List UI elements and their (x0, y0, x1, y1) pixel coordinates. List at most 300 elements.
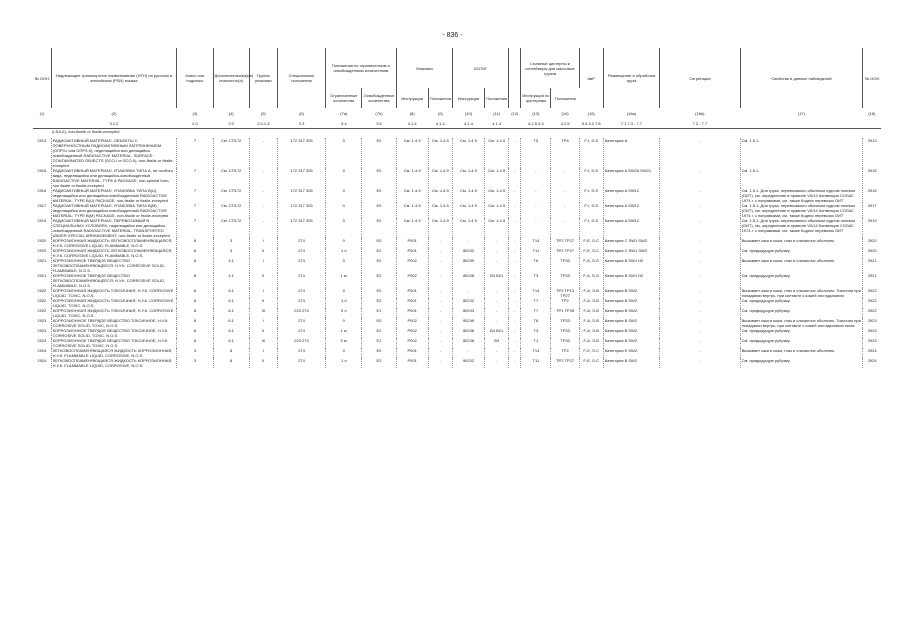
column-number: (5) (260, 110, 266, 116)
shipping-name: ЛЕГКОВОСПЛАМЕНЯЮЩАЯСЯ ЖИДКОСТЬ КОРРОЗИОННАЯ, Н.У.К. FLAMMABLE LIQUID, CORROSIVE, N.O.S. (51, 348, 177, 358)
packing-instr-cell: P002 (396, 328, 428, 338)
ems-cell: F-I, S-S (579, 188, 603, 203)
excepted-qty-cell: E0 (362, 168, 396, 188)
packing-instr-cell: См. 1.4.9 (396, 188, 428, 203)
subsidiary-cell: 6.1 (213, 328, 249, 338)
tank-prov-cell: TP33 (551, 338, 579, 348)
table-row (33, 338, 881, 348)
un-number: 2916 (33, 188, 51, 203)
class-cell: 8 (177, 338, 213, 348)
header-properties: Свойства и данные наблюдений (740, 48, 863, 108)
packing-group-cell: III (249, 338, 277, 348)
subsidiary-cell: 3 (213, 248, 249, 258)
column-number: (9) (437, 110, 443, 116)
subsidiary-cell: 8 (213, 358, 249, 368)
column-number: (4) (228, 110, 234, 116)
packing-instr-cell: P002 (396, 273, 428, 288)
subsidiary-cell: См. СП172 (213, 138, 249, 168)
excepted-qty-cell: E2 (362, 273, 396, 288)
table-row (33, 318, 881, 328)
reference-cell: 3.5 (362, 118, 396, 129)
packing-instr-cell: P001 (396, 348, 428, 358)
stowage-cell: Категория B SW2 (603, 288, 659, 298)
subsidiary-cell: См. СП172 (213, 188, 249, 203)
col12-cell: - (509, 203, 521, 218)
un-number: 2924 (33, 348, 51, 358)
packing-prov-cell: - (428, 248, 452, 258)
segregation-cell: - (660, 248, 740, 258)
tank-instr-cell: - (521, 218, 551, 238)
col12-cell: - (509, 298, 521, 308)
special-provisions-cell: 274 (277, 298, 325, 308)
packing-instr-cell: P001 (396, 308, 428, 318)
segregation-cell: - (660, 218, 740, 238)
un-number-end: 2922 (867, 298, 877, 303)
packing-prov-cell: См. 1.4.9 (428, 203, 452, 218)
un-number: 2922 (33, 298, 51, 308)
ems-cell: F-A, S-G (579, 258, 603, 273)
properties-cell: Вызывает ожоги кожи, глаз и слизистых оболочек. (740, 348, 863, 358)
packing-instr-cell: P001 (396, 248, 428, 258)
un-number: 2924 (33, 358, 51, 368)
col12-cell: - (509, 273, 521, 288)
ibc-prov-cell: - (485, 348, 509, 358)
ibc-instr-cell: См. 1.4.9 (452, 168, 484, 188)
reference-cell: 3.4 (326, 118, 362, 129)
limited-qty-cell: 0 (326, 258, 362, 273)
limited-qty-cell: 0 (326, 318, 362, 328)
header-limited-group: Положения по ограниченным и освобожденным количествам (326, 48, 396, 88)
un-number-end: 2916 (867, 188, 877, 193)
special-provisions-cell: 274 (277, 348, 325, 358)
column-number: (18) (868, 110, 876, 116)
special-provisions-cell: 274 (277, 273, 325, 288)
tank-prov-cell: - (551, 168, 579, 188)
table-row (33, 298, 881, 308)
header-subsidiary: Дополнительная(ые) опасность(и) (213, 48, 249, 108)
un-number-end: 2923 (867, 328, 877, 333)
un-number-end: 2922 (867, 288, 877, 293)
reference-cell: 5.4.3.2 7.8 (579, 118, 603, 129)
shipping-name: КОРРОЗИОННАЯ ЖИДКОСТЬ ТОКСИЧНАЯ, Н.У.К. CORROSIVE LIQUID, TOXIC, N.O.S. (51, 298, 177, 308)
column-number: (14) (561, 110, 569, 116)
shipping-name: КОРРОЗИОННОЕ ТВЕРДОЕ ВЕЩЕСТВО ТОКСИЧНОЕ, Н.У.К. CORROSIVE SOLID, TOXIC, N.O.S. (51, 318, 177, 328)
limited-qty-cell: 0 (326, 288, 362, 298)
ibc-instr-cell: - (452, 238, 484, 248)
subsidiary-cell: См. СП172 (213, 168, 249, 188)
class-cell: 8 (177, 248, 213, 258)
header-ibc-instr: Инструкции (452, 88, 484, 108)
special-provisions-cell: 172 317 325 (277, 168, 325, 188)
special-provisions-cell: 274 (277, 358, 325, 368)
limited-qty-cell: 1 л (326, 248, 362, 258)
reference-cell: 4.1.4 (428, 118, 452, 129)
segregation-cell: - (660, 328, 740, 338)
ems-cell: F-I, S-S (579, 203, 603, 218)
class-cell: 8 (177, 238, 213, 248)
segregation-cell: - (660, 238, 740, 248)
limited-qty-cell: 1 л (326, 358, 362, 368)
col12-cell: - (509, 308, 521, 318)
table-row (33, 238, 881, 248)
packing-group-cell: II (249, 358, 277, 368)
reference-cell: 4.1.4 (485, 118, 509, 129)
un-number: 2919 (33, 218, 51, 238)
excepted-qty-cell: E1 (362, 338, 396, 348)
table-row (33, 348, 881, 358)
class-cell: 7 (177, 168, 213, 188)
reference-cell: 2.0 (213, 118, 249, 129)
col12-cell: - (509, 238, 521, 248)
header-class: Класс или подкласс (177, 48, 213, 108)
reference-cell: 7.1 7.3 - 7.7 (603, 118, 659, 129)
ibc-prov-cell: B4 B21 (485, 328, 509, 338)
special-provisions-cell: 274 (277, 258, 325, 273)
header-name: Надлежащее транспортное наименование (НТН) на русском и английском (PSN) языках (51, 48, 177, 108)
ibc-prov-cell: См. 1.4.9 (485, 218, 509, 238)
stowage-cell: Категория B SW2 (603, 358, 659, 368)
table-row (33, 273, 881, 288)
header-stowage: Размещение и обработка груза (603, 48, 659, 108)
packing-prov-cell: - (428, 288, 452, 298)
shipping-name: РАДИОАКТИВНЫЙ МАТЕРИАЛ, УПАКОВКА ТИПА A, не особого вида, неделящийся или делящийся-освобожденный RADIOACTIVE MATERIAL, TYPE A PACKAGE, non-special form, non fissile or fissile-excepted (51, 168, 177, 188)
limited-qty-cell: 0 (326, 168, 362, 188)
class-cell: 3 (177, 358, 213, 368)
col12-cell: - (509, 138, 521, 168)
class-cell: 7 (177, 203, 213, 218)
tank-prov-cell: - (551, 203, 579, 218)
ibc-prov-cell: - (485, 258, 509, 273)
segregation-cell: - (660, 258, 740, 273)
ems-cell: F-I, S-S (579, 138, 603, 168)
subsidiary-cell: 6.1 (213, 338, 249, 348)
stowage-cell: Категория B SW2 (603, 318, 659, 328)
un-number: 2920 (33, 248, 51, 258)
reference-cell (509, 118, 521, 129)
ems-cell: F-E, S-C (579, 238, 603, 248)
ems-cell: F-E, S-C (579, 248, 603, 258)
un-number: 2915 (33, 168, 51, 188)
class-cell: 3 (177, 348, 213, 358)
shipping-name: РАДИОАКТИВНЫЙ МАТЕРИАЛ, УПАКОВКА ТИПА B(M), неделящийся или делящийся-освобожденный RADIOACTIVE MATERIAL, TYPE B(M) PACKAGE, non-fissile or fissile-excepted (51, 203, 177, 218)
col12-cell: - (509, 338, 521, 348)
header-packing-prov: Положения (428, 88, 452, 108)
col12-cell: - (509, 348, 521, 358)
header-packing: Упаковка (396, 48, 452, 88)
stowage-cell: Категория A SW12 (603, 188, 659, 203)
properties-cell: См. предыдущую рубрику. (740, 358, 863, 368)
tank-prov-cell: TP2 (551, 298, 579, 308)
ibc-instr-cell: - (452, 348, 484, 358)
properties-cell: Вызывает ожоги кожи, глаз и слизистых оболочек. Токсично при попадании внутрь, при контакте с кожей или вдыхании пыли. (741, 318, 861, 328)
header-special-provisions: Специальные положения (277, 48, 325, 108)
tank-instr-cell: T11 (521, 248, 551, 258)
packing-group-cell: II (249, 328, 277, 338)
segregation-cell: - (660, 168, 740, 188)
stowage-cell: Категория A SW12 (603, 218, 659, 238)
properties-cell: См. 1.5.1. (740, 168, 863, 188)
packing-prov-cell: - (428, 258, 452, 273)
ibc-instr-cell: См. 1.4.9 (452, 203, 484, 218)
segregation-cell: - (660, 188, 740, 203)
column-number: (12) (511, 110, 519, 116)
stowage-cell: Категория C SW1 SW2 (603, 238, 659, 248)
ibc-instr-cell: IBC02 (452, 298, 484, 308)
shipping-name: КОРРОЗИОННОЕ ТВЕРДОЕ ВЕЩЕСТВО ЛЕГКОВОСПЛАМЕНЯЮЩЕЕСЯ, Н.У.К. CORROSIVE SOLID, FLAMMABLE, N.O.S. (51, 258, 177, 273)
packing-instr-cell: См. 1.4.9 (396, 138, 428, 168)
column-number: (17) (797, 110, 805, 116)
un-number-end: 2921 (867, 273, 877, 278)
continuation-text: (LSA-II), non-fissile or fissile-excepted (52, 129, 120, 134)
tank-prov-cell: TP2 TP27 (551, 248, 579, 258)
packing-group-cell: - (249, 188, 277, 203)
excepted-qty-cell: E2 (362, 298, 396, 308)
ems-cell: F-A, S-B (579, 328, 603, 338)
limited-qty-cell: 0 (326, 348, 362, 358)
ems-cell: F-I, S-S (579, 168, 603, 188)
column-number: (3) (192, 110, 198, 116)
packing-group-cell: I (249, 288, 277, 298)
table-row (33, 203, 881, 218)
special-provisions-cell: 274 (277, 328, 325, 338)
ibc-prov-cell: - (485, 298, 509, 308)
reference-row (33, 118, 881, 129)
reference-cell: 4.1.4 (452, 118, 484, 129)
class-cell: 8 (177, 308, 213, 318)
dangerous-goods-table (33, 48, 881, 368)
header-ibc-prov: Положения (485, 88, 509, 108)
un-number: 2921 (33, 258, 51, 273)
excepted-qty-cell: E0 (362, 138, 396, 168)
ibc-instr-cell: См. 1.4.9 (452, 138, 484, 168)
packing-prov-cell: - (428, 348, 452, 358)
packing-prov-cell: - (428, 298, 452, 308)
packing-group-cell: I (249, 348, 277, 358)
table-row (33, 358, 881, 368)
stowage-cell: Категория B SW1 H2 (603, 273, 659, 288)
properties-cell: См. предыдущую рубрику. (740, 328, 863, 338)
tank-instr-cell: - (521, 188, 551, 203)
header-row (33, 48, 881, 88)
segregation-cell: - (660, 298, 740, 308)
tank-prov-cell: TP1 TP28 (551, 308, 579, 318)
un-number-end: 2923 (867, 318, 877, 323)
class-cell: 7 (177, 218, 213, 238)
excepted-qty-cell: E2 (362, 328, 396, 338)
subsidiary-cell: 8 (213, 348, 249, 358)
tank-instr-cell: - (521, 203, 551, 218)
col12-cell: - (509, 288, 521, 298)
ems-cell: F-A, S-B (579, 288, 603, 298)
class-cell: 7 (177, 188, 213, 203)
class-cell: 8 (177, 318, 213, 328)
tank-prov-cell: TP2 TP27 (551, 238, 579, 248)
table-row (33, 258, 881, 273)
col12-cell: - (509, 328, 521, 338)
packing-instr-cell: P001 (396, 358, 428, 368)
header-packing-group: Группа упаковки (249, 48, 277, 108)
subsidiary-cell: 6.1 (213, 318, 249, 328)
tank-instr-cell: T11 (521, 358, 551, 368)
tank-prov-cell: TP33 (551, 318, 579, 328)
tank-prov-cell: TP2 TP13 TP27 (551, 288, 579, 298)
shipping-name: КОРРОЗИОННОЕ ТВЕРДОЕ ВЕЩЕСТВО ЛЕГКОВОСПЛАМЕНЯЮЩЕЕСЯ, Н.У.К. CORROSIVE SOLID, FLAMMABLE, N.O.S. (51, 273, 177, 288)
subsidiary-cell: См. СП172 (213, 203, 249, 218)
packing-group-cell: II (249, 298, 277, 308)
segregation-cell: - (660, 288, 740, 298)
properties-cell: См. 1.5.1. Для груза, перевозимого обычным судном полным (ОИТ), см. определение в правиле VII/14 Конвенции СОЛАС 1974 г. с поправками, см. также Кодекс перевозок ОИТ (740, 203, 863, 218)
un-number-end: 2920 (867, 238, 877, 243)
ibc-prov-cell: - (485, 318, 509, 328)
reference-cell: 4.2.5 (551, 118, 579, 129)
packing-instr-cell: См. 1.4.9 (396, 168, 428, 188)
packing-group-cell: III (249, 308, 277, 318)
tank-instr-cell: T5 (521, 138, 551, 168)
ibc-instr-cell: IBC08 (452, 273, 484, 288)
tank-instr-cell: T7 (521, 308, 551, 318)
un-number-end: 2923 (867, 338, 877, 343)
packing-group-cell: II (249, 248, 277, 258)
subsidiary-cell: См. СП172 (213, 218, 249, 238)
column-number: (7b) (375, 110, 383, 116)
ibc-instr-cell: См. 1.4.9 (452, 218, 484, 238)
limited-qty-cell: 1 л (326, 298, 362, 308)
header-ibc: КСГМГ (452, 48, 508, 88)
header-segregation: Сегрегация (660, 48, 740, 108)
packing-group-cell: - (249, 168, 277, 188)
table-row (33, 138, 881, 168)
class-cell: 8 (177, 298, 213, 308)
excepted-qty-cell: E0 (362, 258, 396, 273)
shipping-name: КОРРОЗИОННАЯ ЖИДКОСТЬ ЛЕГКОВОСПЛАМЕНЯЮЩАЯСЯ, Н.У.К. CORROSIVE LIQUID, FLAMMABLE, N.O.S. (51, 238, 177, 248)
table-row (33, 188, 881, 203)
column-number: (16b) (695, 110, 705, 116)
tank-prov-cell: - (551, 218, 579, 238)
subsidiary-cell: 6.1 (213, 298, 249, 308)
special-provisions-cell: 274 (277, 248, 325, 258)
limited-qty-cell: 0 (326, 188, 362, 203)
excepted-qty-cell: E0 (362, 238, 396, 248)
segregation-cell: - (660, 348, 740, 358)
tank-instr-cell: T3 (521, 273, 551, 288)
packing-instr-cell: P002 (396, 318, 428, 328)
packing-instr-cell: P002 (396, 338, 428, 348)
ems-cell: F-A, S-B (579, 298, 603, 308)
ibc-instr-cell: См. 1.4.9 (452, 188, 484, 203)
header-ems: АвР (579, 48, 603, 108)
packing-prov-cell: См. 1.4.9 (428, 168, 452, 188)
segregation-cell: - (660, 203, 740, 218)
properties-cell: Вызывает ожоги кожи, глаз и слизистых оболочек. (740, 238, 863, 248)
ems-cell: F-A, S-B (579, 338, 603, 348)
ibc-prov-cell: - (485, 308, 509, 318)
packing-group-cell: I (249, 238, 277, 248)
ibc-instr-cell: IBC99 (452, 318, 484, 328)
shipping-name: КОРРОЗИОННАЯ ЖИДКОСТЬ ТОКСИЧНАЯ, Н.У.К. CORROSIVE LIQUID, TOXIC, N.O.S. (51, 288, 177, 298)
packing-prov-cell: См. 1.4.9 (428, 188, 452, 203)
tank-instr-cell: T14 (521, 238, 551, 248)
reference-cell (740, 118, 863, 129)
special-provisions-cell: 223 274 (277, 338, 325, 348)
column-number-row (33, 108, 881, 118)
col12-cell: - (509, 318, 521, 328)
properties-cell: См. предыдущую рубрику. (740, 248, 863, 258)
special-provisions-cell: 172 317 325 (277, 188, 325, 203)
reference-cell: 2.0.1.3 (249, 118, 277, 129)
packing-prov-cell: - (428, 338, 452, 348)
properties-cell: См. предыдущую рубрику. (740, 338, 863, 348)
header-excepted: Освобожденные количества (362, 88, 396, 108)
col12-cell: - (509, 188, 521, 203)
column-number: (11) (493, 110, 501, 116)
limited-qty-cell: 0 (326, 218, 362, 238)
reference-cell: 3.1.2 (51, 118, 177, 129)
class-cell: 8 (177, 273, 213, 288)
un-number: 2913 (33, 138, 51, 168)
packing-instr-cell: P002 (396, 258, 428, 273)
ibc-instr-cell: IBC03 (452, 308, 484, 318)
ibc-prov-cell: - (485, 358, 509, 368)
shipping-name: РАДИОАКТИВНЫЙ МАТЕРИАЛ, ПЕРЕВОЗИМЫЙ В СПЕЦИАЛЬНЫХ УСЛОВИЯХ, неделящийся или делящийся-освобожденный RADIOACTIVE MATERIAL, TRANSPORTED UNDER SPECIAL ARRANGEMENT, non-fissile or fissile-excepted (51, 218, 177, 238)
packing-instr-cell: P001 (396, 288, 428, 298)
excepted-qty-cell: E0 (362, 203, 396, 218)
col12-cell: - (509, 358, 521, 368)
shipping-name: РАДИОАКТИВНЫЙ МАТЕРИАЛ, УПАКОВКА ТИПА B(U), неделящийся или делящийся-освобожденный RADIOACTIVE MATERIAL, TYPE B(U) PACKAGE, non-fissile or fissile-excepted (51, 188, 177, 203)
properties-cell: См. 1.5.1. Для груза, перевозимого обычным судном полным (ОИТ), см. определение в правиле VII/14 Конвенции СОЛАС 1974 г. с поправками, см. также Кодекс перевозок ОИТ (740, 218, 863, 238)
un-number: 2921 (33, 273, 51, 288)
special-provisions-cell: 172 317 325 (277, 138, 325, 168)
packing-group-cell: I (249, 318, 277, 328)
shipping-name: КОРРОЗИОННАЯ ЖИДКОСТЬ ТОКСИЧНАЯ, Н.У.К. CORROSIVE LIQUID, TOXIC, N.O.S. (51, 308, 177, 318)
header-limited: Ограниченные количества (326, 88, 362, 108)
packing-prov-cell: - (428, 238, 452, 248)
column-number: (15) (587, 110, 595, 116)
packing-group-cell: - (249, 203, 277, 218)
tank-instr-cell: T7 (521, 298, 551, 308)
ems-cell: F-A, S-B (579, 308, 603, 318)
subsidiary-cell: 6.1 (213, 288, 249, 298)
excepted-qty-cell: E2 (362, 358, 396, 368)
segregation-cell: - (660, 358, 740, 368)
packing-instr-cell: P001 (396, 238, 428, 248)
page-number: - 836 - (442, 32, 463, 39)
ibc-prov-cell: B3 (485, 338, 509, 348)
properties-cell: См. 1.5.1. Для груза, перевозимого обычным судном полным (ОИТ), см. определение в правиле VII/14 Конвенции СОЛАС 1974 г. с поправками, см. также Кодекс перевозок ОИТ (740, 188, 863, 203)
column-number: (1) (39, 110, 45, 116)
packing-group-cell: - (249, 138, 277, 168)
ibc-prov-cell: B4 B21 (485, 273, 509, 288)
packing-prov-cell: - (428, 308, 452, 318)
packing-group-cell: I (249, 258, 277, 273)
reference-cell (33, 118, 51, 129)
un-number: 2922 (33, 308, 51, 318)
reference-cell: 3.3 (277, 118, 325, 129)
tank-prov-cell: TP33 (551, 273, 579, 288)
stowage-cell: Категория B SW2 (603, 338, 659, 348)
stowage-cell: Категория A (603, 138, 659, 168)
limited-qty-cell: 5 кг (326, 338, 362, 348)
un-number-end: 2924 (867, 348, 877, 353)
segregation-cell: - (660, 138, 740, 168)
subsidiary-cell: 4.1 (213, 258, 249, 273)
segregation-cell: - (660, 318, 740, 328)
limited-qty-cell: 0 (326, 203, 362, 218)
packing-prov-cell: - (428, 318, 452, 328)
packing-group-cell: II (249, 273, 277, 288)
ems-cell: F-I, S-S (579, 218, 603, 238)
properties-cell: Вызывает ожоги кожи, глаз и слизистых оболочек. (740, 258, 863, 273)
header-packing-instr: Инструкции (396, 88, 428, 108)
